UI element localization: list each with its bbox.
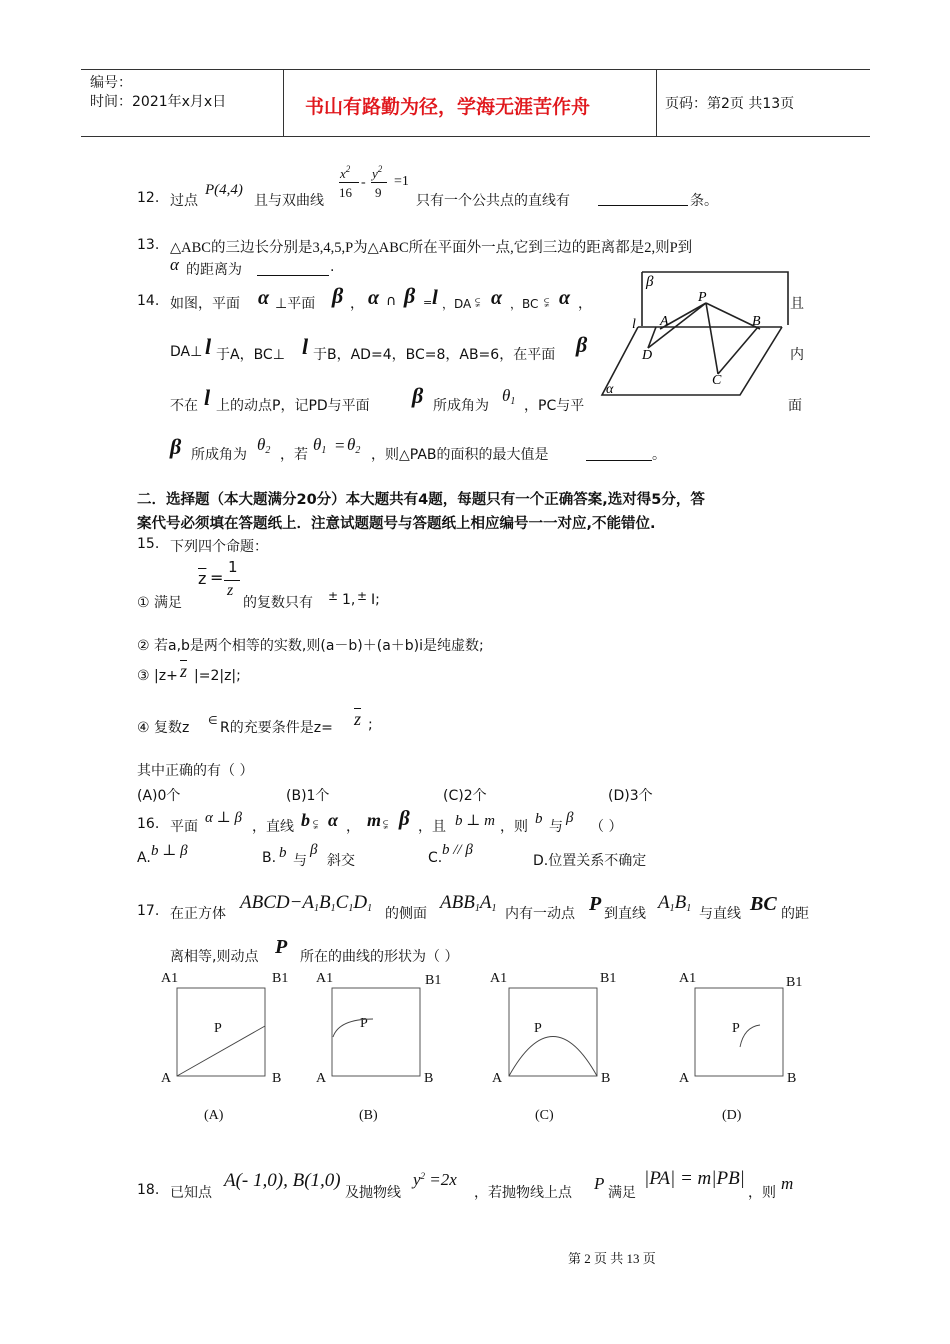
- q14-l3-tail: 面: [788, 398, 802, 414]
- q12-frac1-bar: [339, 182, 359, 183]
- q14-alpha-1: α: [258, 287, 270, 309]
- q12-frac1-num: $x^2$: [340, 164, 351, 181]
- q17-face: $ABB_1A_1$: [440, 892, 497, 914]
- q14-ell-3: l: [302, 334, 309, 359]
- q17-fig-b-a1: A1: [316, 971, 334, 986]
- q16-f: 与: [549, 819, 563, 835]
- q14-ell-4: l: [204, 385, 211, 410]
- q17-fig-b-p: P: [360, 1016, 368, 1031]
- q17-fig-c: [508, 987, 600, 1079]
- fig-label-c: C: [712, 373, 722, 388]
- q12-text-b: 且与双曲线: [254, 193, 324, 209]
- q17-fig-a: [176, 987, 268, 1079]
- q17-b: 的侧面: [385, 906, 427, 922]
- curve-arc: [740, 1025, 760, 1047]
- q17-fig-c-b: B: [601, 1071, 611, 1086]
- q16-b: ，直线: [252, 819, 294, 835]
- q16-c: ，: [346, 819, 360, 835]
- q17-number: 17.: [137, 903, 160, 919]
- q17-fig-d-b1: B1: [786, 975, 803, 990]
- q17-line2-b: 所在的曲线的形状为（ ）: [300, 949, 459, 965]
- q16-subset-1: ⫋: [313, 817, 319, 831]
- q17-d: 到直线: [604, 906, 646, 922]
- fig-label-beta: β: [646, 274, 654, 290]
- q14-l4-d: ，则△PAB的面积的最大值是: [371, 447, 549, 463]
- q16-opt-d[interactable]: D.位置关系不确定: [533, 853, 647, 869]
- header-time-label: 时间：2021年x月x日: [90, 94, 227, 110]
- q15-item1-c: 1,: [342, 592, 356, 608]
- q14-l1-g: ，BC: [510, 297, 539, 311]
- q18-m: m: [781, 1174, 794, 1193]
- q17-line-a1b1: $A_1B_1$: [658, 892, 692, 914]
- q17-p-2: P: [275, 936, 288, 958]
- q16-opt-b-tail2: 斜交: [327, 853, 355, 869]
- q12-answer-blank[interactable]: [598, 193, 688, 206]
- q16-opt-a[interactable]: A.: [137, 850, 151, 866]
- q14-beta-4: β: [412, 383, 424, 408]
- q14-theta2: $\theta_2$: [257, 435, 271, 456]
- q16-beta: β: [399, 806, 410, 830]
- q14-beta-1: β: [332, 283, 344, 308]
- q18-d: 满足: [608, 1185, 636, 1201]
- q14-l2-c: 于B，AD=4，BC=8，AB=6，在平面: [313, 347, 556, 363]
- q12-frac1-den: 16: [339, 185, 352, 200]
- q12-minus: -: [361, 175, 366, 190]
- q14-l1-c: ，: [350, 296, 364, 312]
- q15-frac-bar: [224, 580, 240, 581]
- q16-paren: （ ）: [590, 819, 623, 835]
- q16-opt-c[interactable]: C.: [428, 850, 443, 866]
- q15-item3-b: |=2|z|;: [194, 668, 241, 684]
- q17-fig-c-a: A: [492, 1071, 503, 1086]
- q18-condition: |PA| = m|PB|: [644, 1168, 745, 1189]
- q16-opt-b-math2: β: [310, 842, 318, 858]
- q17-fig-c-a1: A1: [490, 971, 508, 986]
- q17-bc: BC: [750, 893, 777, 915]
- q15-ask: 其中正确的有（ ）: [137, 763, 254, 779]
- q17-fig-b-caption[interactable]: (B): [359, 1108, 378, 1123]
- q14-l3-b: 上的动点P，记PD与平面: [216, 398, 370, 414]
- q16-a-math: α ⊥ β: [205, 810, 242, 826]
- q18-points: A(- 1,0), B(1,0): [224, 1170, 341, 1191]
- q17-fig-a-caption[interactable]: (A): [204, 1108, 224, 1123]
- fig-label-alpha: α: [606, 382, 614, 397]
- q16-subset-2: ⫋: [383, 817, 389, 831]
- q17-fig-d-b: B: [787, 1071, 797, 1086]
- q17-fig-a-b1: B1: [272, 971, 289, 986]
- q18-parabola: $y^2 =2x$: [413, 1170, 457, 1189]
- q14-theta2-b: $\theta_2$: [347, 435, 361, 456]
- q14-l4-a: 所成角为: [191, 447, 247, 463]
- q15-frac-num: 1: [228, 558, 238, 576]
- q16-opt-b[interactable]: B.: [262, 850, 277, 866]
- q15-option-b[interactable]: (B)1个: [286, 788, 330, 804]
- q14-l2-tail: 内: [790, 347, 804, 363]
- q17-e: 与直线: [699, 906, 741, 922]
- q14-l2-b: 于A，BC⊥: [216, 347, 285, 363]
- fig-label-p: P: [698, 290, 707, 305]
- q15-option-c[interactable]: (C)2个: [443, 788, 487, 804]
- fig-label-b: B: [752, 314, 761, 329]
- q15-item4-in: ∈: [208, 714, 218, 727]
- q16-opt-a-math: b ⊥ β: [151, 843, 188, 859]
- header-divider: [283, 69, 284, 136]
- q15-item1-b: 的复数只有: [243, 595, 313, 611]
- q15-item2: ② 若a,b是两个相等的实数,则(a－b)＋(a＋b)i是纯虚数;: [137, 638, 484, 654]
- q14-l4-b: ，若: [280, 447, 308, 463]
- q14-l3-c: 所成角为: [433, 398, 489, 414]
- q15-zbar: $\overline{z}$: [198, 569, 207, 588]
- q16-f-math: β: [566, 810, 574, 826]
- q16-c-math: m: [367, 810, 382, 830]
- q14-theta1: $\theta_1$: [502, 386, 516, 407]
- q17-fig-b: [331, 987, 423, 1079]
- q14-theta1-b: $\theta_1$: [313, 435, 327, 456]
- q14-l2-a: DA⊥: [170, 344, 203, 360]
- square-aa1b1b: [177, 988, 265, 1076]
- q16-a: 平面: [170, 819, 198, 835]
- header-motto: 书山有路勤为径，学海无涯苦作舟: [305, 96, 591, 118]
- q17-fig-a-p: P: [214, 1021, 222, 1036]
- q14-l1-h: ，: [578, 296, 592, 312]
- q14-ell-2: l: [205, 334, 212, 359]
- q17-fig-c-p: P: [534, 1021, 542, 1036]
- q15-item4-c: ;: [368, 717, 373, 733]
- q14-number: 14.: [137, 293, 160, 309]
- q17-c: 内有一动点: [505, 906, 575, 922]
- q15-pm-1: ±: [328, 589, 339, 603]
- curve-arc: [333, 1019, 373, 1037]
- q18-p: P: [594, 1174, 605, 1193]
- q16-alpha: α: [328, 810, 338, 830]
- plane-alpha-edge: [602, 327, 782, 395]
- curve-segment: [177, 1026, 265, 1076]
- q14-l1-a: 如图，平面: [170, 296, 240, 312]
- header-divider: [656, 69, 657, 136]
- q15-intro: 下列四个命题：: [170, 539, 268, 555]
- q16-d: ，且: [418, 819, 446, 835]
- q14-l1-d: ∩: [386, 293, 397, 309]
- q17-a: 在正方体: [170, 906, 226, 922]
- header-number-label: 编号：: [90, 75, 132, 91]
- q17-cube: $ABCD-A_1B_1C_1D_1$: [240, 892, 373, 914]
- q14-l1-e: =: [423, 296, 433, 309]
- q15-frac-den: z: [227, 582, 234, 599]
- q12-point: P(4,4): [205, 182, 243, 198]
- header-page-label: 页码：第2页 共13页: [665, 96, 795, 112]
- fig-label-a: A: [660, 314, 669, 329]
- q14-l3-d: ，PC与平: [524, 398, 585, 414]
- fig-label-l: l: [632, 317, 636, 332]
- q15-item1-a: ① 满足: [137, 595, 183, 611]
- q18-number: 18.: [137, 1182, 160, 1198]
- q14-l1-tail: 且: [790, 296, 804, 312]
- q15-item3-a: ③ |z+: [137, 668, 178, 684]
- q17-fig-d: [694, 987, 786, 1079]
- q12-frac2-bar: [371, 182, 387, 183]
- q16-e-math: b: [535, 811, 543, 827]
- q14-l3-a: 不在: [170, 398, 198, 414]
- q15-item4-b: R的充要条件是z=: [220, 720, 333, 736]
- q13-alpha: α: [170, 255, 179, 274]
- q17-line2-a: 离相等,则动点: [170, 949, 259, 965]
- q15-item3-zbar: $\overline{z}$: [180, 661, 188, 681]
- q13-number: 13.: [137, 237, 160, 253]
- q14-beta-2: β: [404, 283, 416, 308]
- q14-subset-2: ⫋: [544, 295, 550, 309]
- q17-fig-d-p: P: [732, 1021, 740, 1036]
- q14-beta-5: β: [170, 434, 182, 459]
- q15-option-a[interactable]: (A)0个: [137, 788, 181, 804]
- q12-text-d: 条。: [690, 193, 718, 209]
- q17-fig-c-caption[interactable]: (C): [535, 1108, 554, 1123]
- q17-fig-d-a1: A1: [679, 971, 697, 986]
- q16-opt-c-math: b // β: [442, 842, 473, 858]
- curve-parabola: [509, 1037, 597, 1077]
- q16-opt-b-tail: 与: [293, 853, 307, 869]
- q12-frac2-den: 9: [375, 185, 382, 200]
- q17-fig-b-b: B: [424, 1071, 434, 1086]
- q18-a: 已知点: [170, 1185, 212, 1201]
- q17-fig-a-a: A: [161, 1071, 172, 1086]
- q18-b: 及抛物线: [345, 1185, 401, 1201]
- q15-number: 15.: [137, 536, 160, 552]
- q15-option-d[interactable]: (D)3个: [608, 788, 653, 804]
- q17-fig-d-caption[interactable]: (D): [722, 1108, 742, 1123]
- q16-b-math: b: [301, 810, 310, 830]
- q12-text-c: 只有一个公共点的直线有: [416, 193, 570, 209]
- segment-bc: [718, 327, 758, 374]
- q14-l4-e: 。: [652, 447, 666, 463]
- q14-figure: [600, 270, 790, 400]
- q15-frac-eq: =: [210, 568, 224, 587]
- q14-alpha-2: α: [368, 287, 380, 309]
- q13-answer-blank[interactable]: [257, 263, 329, 276]
- q14-answer-blank[interactable]: [586, 448, 652, 461]
- square-aa1b1b: [695, 988, 783, 1076]
- q14-l1-b: ⊥平面: [275, 296, 316, 312]
- q15-pm-2: ±: [357, 589, 368, 603]
- square-aa1b1b: [332, 988, 420, 1076]
- q16-e: ，则: [500, 819, 528, 835]
- q12-frac2-num: $y^2$: [372, 164, 383, 181]
- q13-line1: △ABC的三边长分别是3,4,5,P为△ABC所在平面外一点,它到三边的距离都是2,则P到: [170, 240, 693, 256]
- fig-label-d: D: [642, 348, 653, 363]
- q12-number: 12.: [137, 190, 160, 206]
- q14-ell-1: l: [432, 285, 438, 309]
- q17-fig-c-b1: B1: [600, 971, 617, 986]
- q13-line2: 的距离为: [186, 263, 242, 278]
- q16-number: 16.: [137, 816, 160, 832]
- section2-line2: 案代号必须填在答题纸上．注意试题题号与答题纸上相应编号一一对应,不能错位.: [137, 516, 656, 532]
- page-footer: 第 2 页 共 13 页: [568, 1251, 656, 1266]
- q12-equals: =1: [394, 174, 409, 189]
- q14-subset-1: ⫋: [475, 295, 481, 309]
- q15-item4-a: ④ 复数z: [137, 720, 190, 736]
- q18-e: ，则: [748, 1185, 776, 1201]
- section2-line1: 二．选择题（本大题满分20分）本大题共有4题，每题只有一个正确答案,选对得5分，答: [137, 492, 705, 508]
- q17-fig-a-a1: A1: [161, 971, 179, 986]
- q18-c: ，若抛物线上点: [474, 1185, 572, 1201]
- q15-item4-zbar: $\overline{z}$: [354, 709, 362, 729]
- q14-l4-c: =: [335, 436, 345, 455]
- q16-d-math: b ⊥ m: [455, 813, 495, 829]
- q14-beta-3: β: [576, 332, 588, 357]
- segment-pc: [706, 303, 718, 374]
- q17-p-1: P: [589, 893, 602, 915]
- q14-alpha-3: α: [491, 287, 503, 309]
- square-aa1b1b: [509, 988, 597, 1076]
- q17-fig-b-b1: B1: [425, 973, 442, 988]
- q14-l1-f: ，DA: [442, 297, 472, 311]
- segment-pd: [648, 303, 706, 348]
- q14-alpha-4: α: [559, 287, 571, 309]
- q15-item1-d: I;: [371, 592, 380, 608]
- q13-end: .: [330, 259, 335, 275]
- q17-fig-d-a: A: [679, 1071, 690, 1086]
- q17-f: 的距: [781, 906, 809, 922]
- q12-text-a: 过点: [170, 193, 198, 209]
- q17-fig-b-a: A: [316, 1071, 327, 1086]
- q16-opt-b-math: b: [279, 845, 287, 861]
- q17-fig-a-b: B: [272, 1071, 282, 1086]
